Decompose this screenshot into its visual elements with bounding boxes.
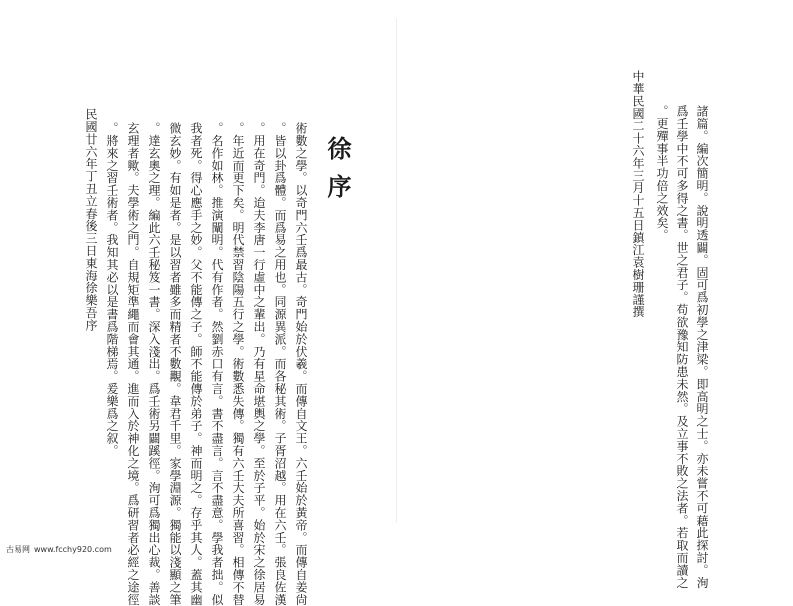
text-column-1: 術數之學。以奇門六壬爲最古。奇門始於伏羲。而傳自文王。六壬始於黃帝。而傳自姜尙 — [294, 122, 308, 606]
site-footer — [6, 544, 112, 555]
preface-end-date-line: 中華民國二十六年三月十五日鎮江袁樹珊謹撰 — [631, 70, 645, 318]
preface-end-column-1: 諸篇。編次簡明。說明透闢。固可爲初學之津梁。即高明之士。亦未嘗不可藉此探討。洵 — [695, 105, 709, 589]
text-column-9: 玄理者歟。夫學術之門。自規矩準繩而會其通。進而入於神化之境。爲研習者必經之途徑 — [126, 122, 140, 606]
page-title: 徐序 — [323, 136, 352, 212]
signature-line: 民國廿六年丁丑立春後三日東海徐樂吾序 — [84, 108, 98, 332]
text-column-10: 。將來之習壬術者。我知其必以是書爲階梯焉。爰樂爲之叙。 — [105, 122, 119, 457]
site-url[interactable]: www.fcchy920.com — [34, 545, 112, 554]
page-gutter — [396, 18, 397, 523]
text-column-7: 微玄妙。有如是者。是以習者雖多而精者不數覯。韋君千里。家學淵源。獨能以淺顯之筆 — [168, 122, 182, 606]
text-column-2: 。皆以卦爲體。而爲易之用也。同源異派。而各秘其術。子胥沼越。用在六壬。張良佐漢 — [273, 122, 287, 606]
site-name: 古易网 — [6, 545, 30, 554]
preface-end-column-3: 。更殫事半功倍之效矣。 — [655, 105, 669, 242]
text-column-4: 。年近而更下矣。明代禁習陰陽五行之學。術數悉失傳。獨有六壬大夫所喜習。相傳不替 — [231, 122, 245, 606]
text-column-6: 我者死。得心應手之妙。父不能傳之子。師不能傳於弟子。神而明之。存乎其人。蓋其幽 — [189, 122, 203, 606]
text-column-3: 。用在奇門。迨夫李唐一行虛中之輩出。乃有星命堪輿之學。至於子平。始於宋之徐居易 — [252, 122, 266, 606]
text-column-8: 。達玄奧之理。編此六壬秘笈一書。深入淺出。爲壬術另闢蹊徑。洵可爲獨出心裁。善談 — [147, 122, 161, 606]
text-column-5: 。名作如林。推演闡明。代有作者。然劉赤口有言。書不盡言。言不盡意。學我者拙。似 — [210, 122, 224, 606]
preface-end-column-2: 爲壬學中不可多得之書。世之君子。苟欲豫知防患未然。及立事不敗之法者。若取而讀之 — [675, 105, 689, 589]
